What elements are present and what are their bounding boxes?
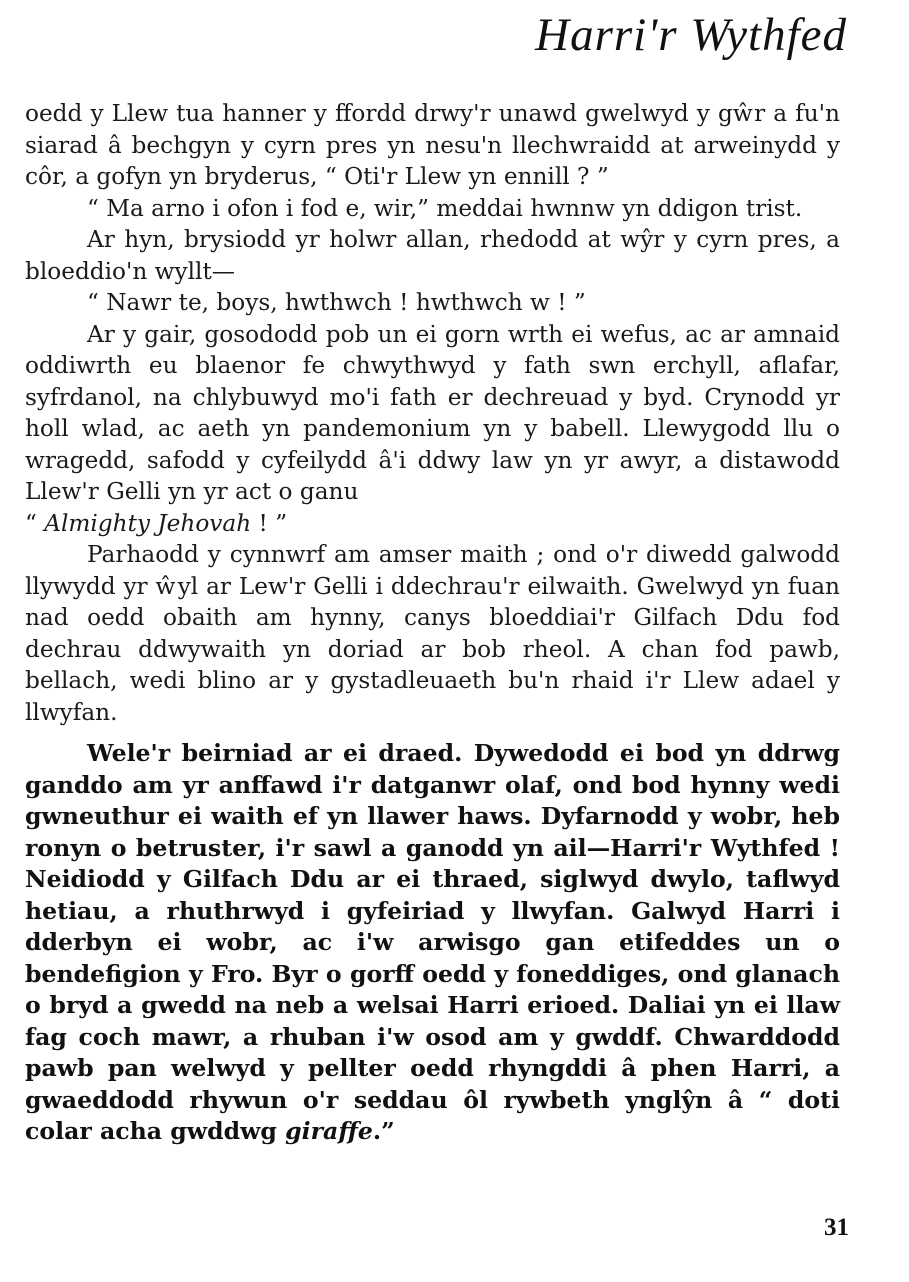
song-close-quote: ! ” — [251, 509, 288, 537]
paragraph-4: “ Nawr te, boys, hwthwch ! hwthwch w ! ” — [87, 289, 586, 316]
giraffe-close-quote: .” — [372, 1117, 395, 1145]
paragraph-1: oedd y Llew tua hanner y ffordd drwy'r unawd gwelwyd y gŵr a fu'n siarad â bechgyn y cyrn pres yn nesu'n llechwraidd at arweinydd y côr, a gofyn yn bryderus, “ Oti'r Llew yn ennill ? ” — [25, 100, 840, 190]
giraffe-word: giraffe — [285, 1117, 373, 1145]
song-title: Almighty Jehovah — [44, 509, 252, 537]
song-open-quote: “ — [25, 509, 45, 537]
page-number: 31 — [824, 1214, 849, 1241]
paragraph-3: Ar hyn, brysiodd yr holwr allan, rhedodd at wŷr y cyrn pres, a bloeddio'n wyllt— — [25, 226, 840, 285]
paragraph-7-text: Wele'r beirniad ar ei draed. Dywedodd ei bod yn ddrwg ganddo am yr anffawd i'r datganwr olaf, ond bod hynny wedi gwneuthur ei waith ef yn llawer haws. Dyfarnodd y wobr, heb ronyn o betruster, i'r sawl a ganodd yn ail—Harri'r Wythfed ! Neidiodd y Gilfach Ddu ar ei thraed, siglwyd dwylo, taflwyd hetiau, a rhuthrwyd i gyfeiriad y llwyfan. Galwyd Harri i dderbyn ei wobr, ac i'w arwisgo gan etifeddes un o bendefigion y Fro. Byr o gorff oedd y foneddiges, ond glanach o bryd a gwedd na neb a welsai Harri erioed. Daliai yn ei llaw fag coch mawr, a rhuban i'w osod am y gwddf. Chwarddodd pawb pan welwyd y pellter oedd rhyngddi â phen Harri, a gwaeddodd rhywun o'r seddau ôl rywbeth ynglŷn â “ doti colar acha gwddwg — [25, 739, 840, 1145]
book-text — [25, 98, 840, 1148]
song-line — [25, 508, 840, 540]
paragraph-2: “ Ma arno i ofon i fod e, wir,” meddai hwnnw yn ddigon trist. — [87, 194, 803, 222]
paragraph-5 — [25, 319, 840, 508]
paragraph-6: Parhaodd y cynnwrf am amser maith ; ond o'r diwedd galwodd llywydd yr ŵyl ar Lew'r Gelli i ddechrau'r eilwaith. Gwelwyd yn fuan nad oedd obaith am hynny, canys bloeddiai'r Gilfach Ddu fod dechrau ddwywaith yn doriad ar bob rheol. A chan fod pawb, bellach, wedi blino ar y gystadleuaeth bu'n rhaid i'r Llew adael y llwyfan. — [25, 541, 840, 726]
paragraph-5-text: Ar y gair, gosododd pob un ei gorn wrth ei wefus, ac ar amnaid oddiwrth eu blaenor fe chwythwyd y fath swn erchyll, aflafar, syfrdanol, na chlybuwyd mo'i fath er dechreuad y byd. Crynodd yr holl wlad, ac aeth yn pandemonium yn y babell. Llewygodd llu o wragedd, safodd y cyfeilydd â'i ddwy law yn yr awyr, a distawodd Llew'r Gelli yn yr act o ganu — [25, 320, 840, 505]
page-header-title: Harri'r Wythfed — [535, 9, 847, 61]
paragraph-7 — [25, 738, 840, 1148]
